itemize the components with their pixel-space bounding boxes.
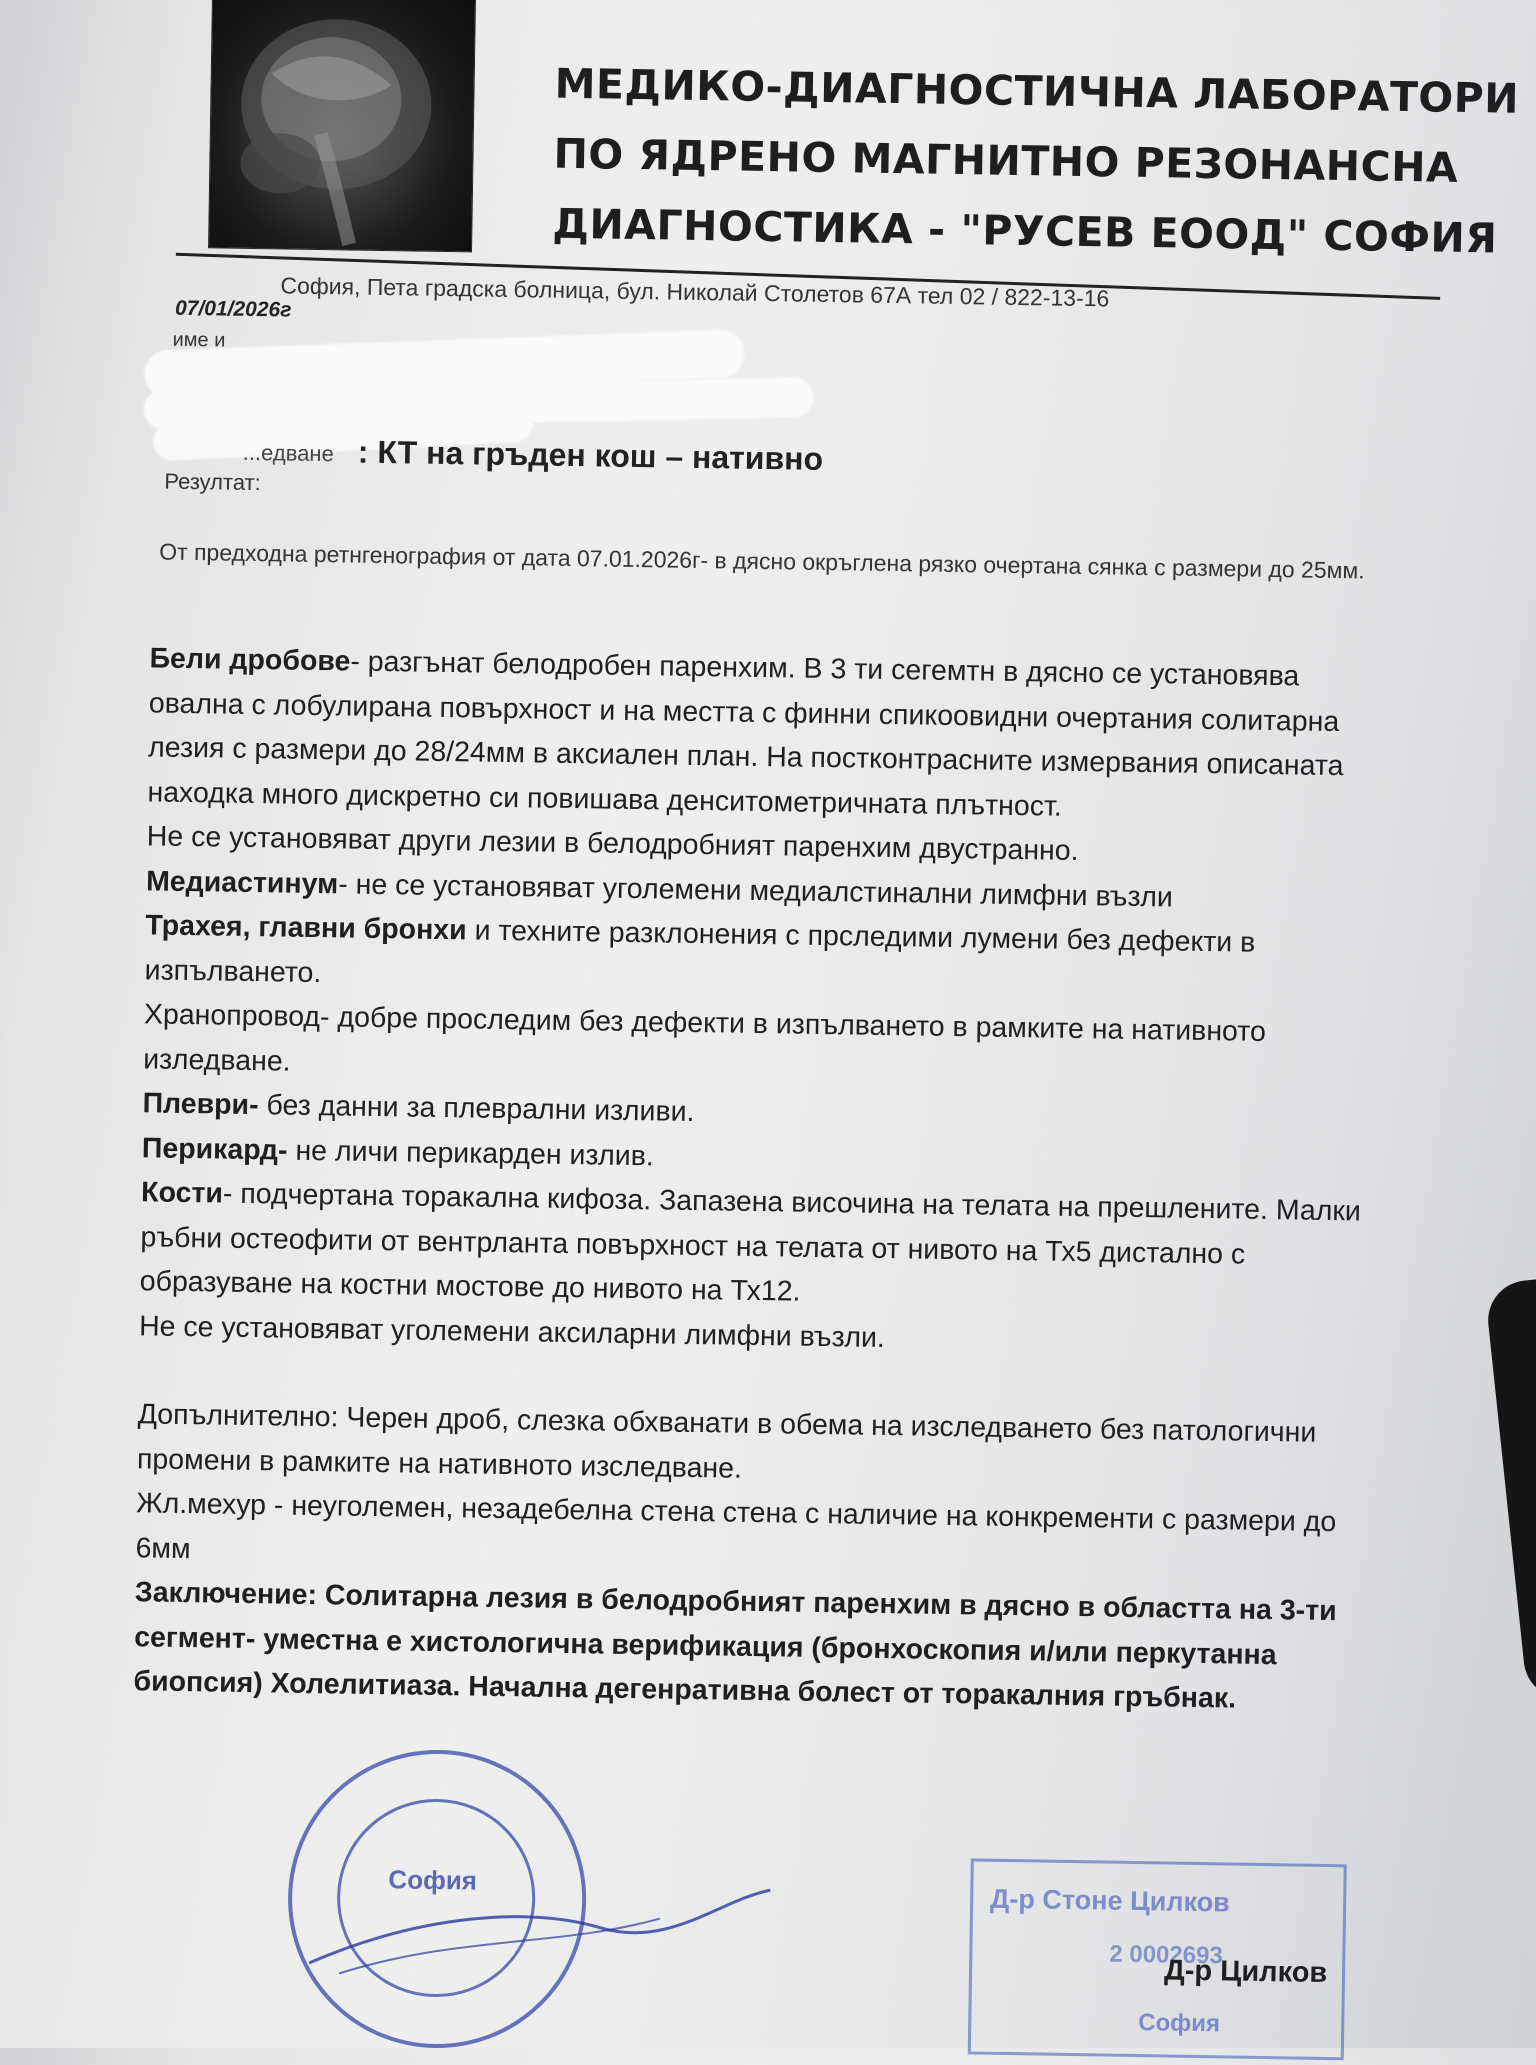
report-date: 07/01/2026г: [174, 296, 292, 322]
finding-lungs: Бели дробове- разгънат белодробен паренхим. В 3 ти сегемтн в дясно се установява овална с лобулирана повърхност и на местта с финни спикоовидни очертания солитарна лезия с размери до 28/24мм в аксиален план. На постконтрасните измервания описаната находка много дискретно си повишава денситометричната плътност.: [147, 642, 1344, 823]
findings-section: [133, 636, 1390, 1723]
additional-gallbladder: Жл.мехур - неуголемен, незадебелна стена стена с наличие на конкременти с размери до 6мм: [135, 1487, 1337, 1565]
study-title: : КТ на гръден кош – нативно: [357, 433, 824, 477]
mri-brain-image: [208, 0, 476, 252]
lab-title-line-3: ДИАГНОСТИКА - "РУСЕВ ЕООД" СОФИЯ: [552, 199, 1498, 263]
finding-bones: Кости- подчертана торакална кифоза. Запазена височина на телата на прешлените. Малки ръбни остеофити от вентрланта повърхност на телата от нивото на Тх5 дистално с образуване на костни мостове до нивото на Тх12.: [139, 1176, 1362, 1308]
finding-axillary: Не се установяват уголемени аксиларни лимфни възли.: [138, 1309, 886, 1354]
study-label: ...едване: [242, 439, 335, 467]
result-label: Резултат:: [164, 468, 261, 496]
additional-liver-spleen: Допълнително: Черен дроб, слезка обхванати в обема на изследването без патологични промени в рамките на нативното изследване.: [136, 1398, 1317, 1485]
conclusion: Заключение: Солитарна лезия в белодробният паренхим в дясно в областта на 3-ти сегмент- уместна е хистологична верификация (бронхоскопия и/или перкутанна биопсия) Холелитиаза. Начална дегенративна болест от торакалния гръбнак.: [133, 1576, 1337, 1715]
lab-address: София, Пета градска болница, бул. Николай Столетов 67А тел 02 / 822-13-16: [280, 272, 1110, 312]
signature-scribble: [299, 1873, 781, 1991]
finding-mediastinum: Медиастинум- не се установяват уголемени медиалстинални лимфни възли: [145, 864, 1174, 913]
doctor-signature: Д-р Цилков: [1163, 1954, 1328, 1990]
finding-no-other-lesions: Не се установяват други лезии в белодробният паренхим двустранно.: [146, 820, 1079, 867]
prior-exam-note: От предходна ретнгенография от дата 07.01.2026г- в дясно окръглена рязко очертана сянка с размери до 25мм.: [159, 538, 1365, 584]
lab-title-line-2: ПО ЯДРЕНО МАГНИТНО РЕЗОНАНСНА: [553, 129, 1459, 192]
finding-trachea: Трахея, главни бронхи и техните разклонения с прследими лумени без дефекти в изпълването.: [144, 909, 1256, 989]
finding-pleura: Плеври- без данни за плеврални изливи.: [142, 1087, 695, 1128]
rect-stamp-doctor: Д-р Стоне Цилков: [989, 1883, 1231, 1918]
round-stamp-city: София: [388, 1864, 478, 1896]
rect-stamp-city: София: [1138, 2009, 1221, 2038]
rect-stamp-number: 2 0002693: [1109, 1940, 1223, 1970]
finding-esophagus: Хранопровод- добре проследим без дефекти в изпълването в рамките на нативното изледване.: [143, 998, 1267, 1078]
finding-pericardium: Перикард- не личи перикарден излив.: [141, 1131, 655, 1172]
patient-name-label: име и: [172, 328, 226, 352]
lab-title: [552, 49, 1520, 273]
lab-title-line-1: МЕДИКО-ДИАГНОСТИЧНА ЛАБОРАТОРИ: [554, 59, 1520, 123]
